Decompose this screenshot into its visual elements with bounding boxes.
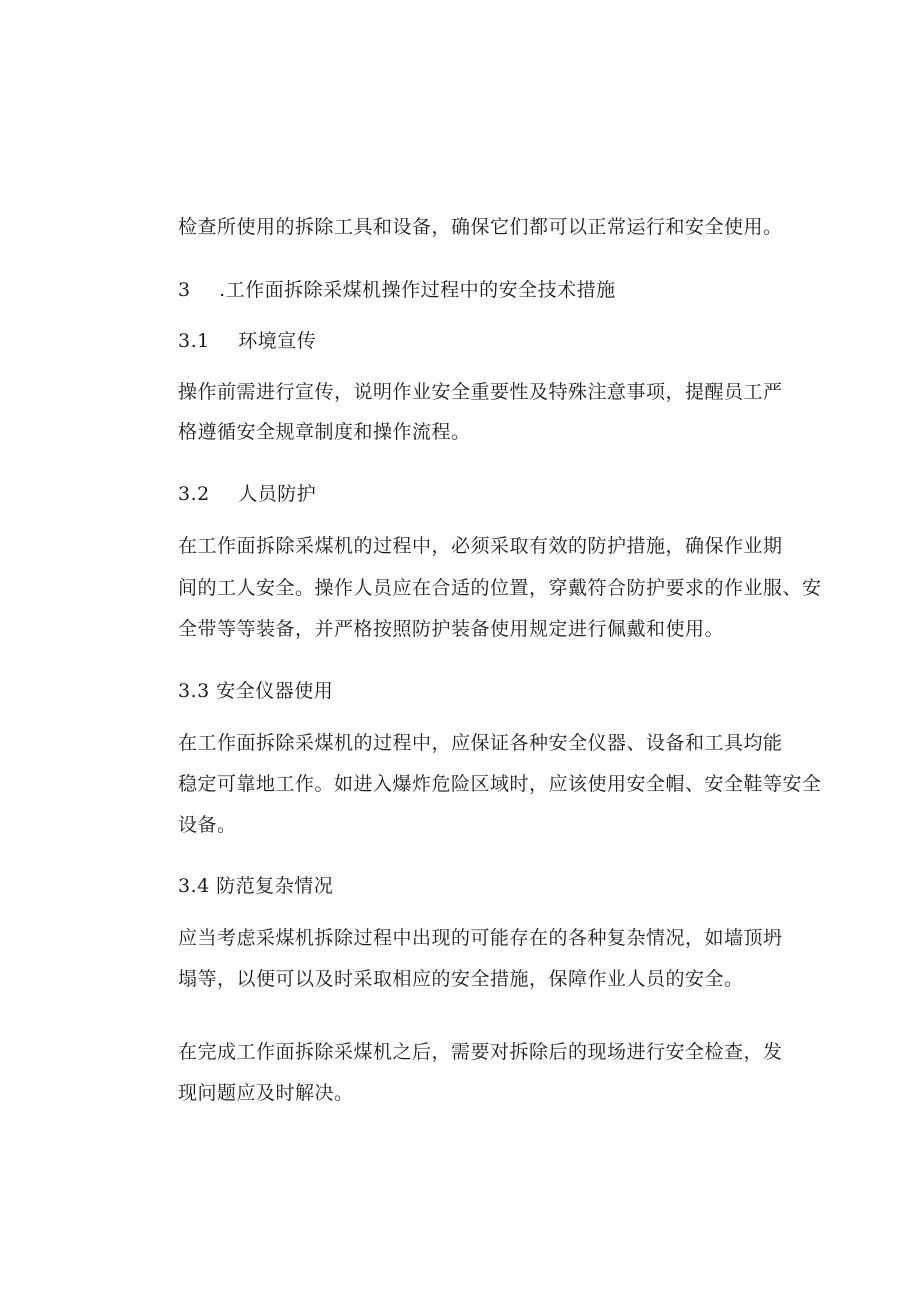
section-3-title: .工作面拆除采煤机操作过程中的安全技术措施 [219, 279, 616, 301]
section-3-3-paragraph-line: 设备。 [178, 814, 237, 836]
section-3-4-paragraph-line: 塌等，以便可以及时采取相应的安全措施，保障作业人员的安全。 [178, 968, 744, 990]
section-3-2-paragraph-line: 全带等等装备，并严格按照防护装备使用规定进行佩戴和使用。 [178, 618, 725, 640]
section-3-1-title: 环境宣传 [238, 330, 317, 352]
section-3-2-number: 3.2 [178, 483, 210, 505]
section-3-4-paragraph-line: 应当考虑采煤机拆除过程中出现的可能存在的各种复杂情况，如墙顶坍 [178, 927, 783, 949]
section-3-2-paragraph-line: 间的工人安全。操作人员应在合适的位置，穿戴符合防护要求的作业服、安 [178, 577, 822, 599]
section-3-3-paragraph-line: 在工作面拆除采煤机的过程中，应保证各种安全仪器、设备和工具均能 [178, 732, 783, 754]
section-3-2-paragraph-line: 在工作面拆除采煤机的过程中，必须采取有效的防护措施，确保作业期 [178, 535, 783, 557]
section-3-1-heading [178, 332, 316, 351]
section-3-2-title: 人员防护 [238, 483, 317, 505]
intro-paragraph-line: 检查所使用的拆除工具和设备，确保它们都可以正常运行和安全使用。 [178, 216, 783, 238]
section-3-number: 3 [178, 279, 191, 301]
closing-paragraph-line: 在完成工作面拆除采煤机之后，需要对拆除后的现场进行安全检查，发 [178, 1041, 783, 1063]
section-3-1-paragraph-line: 格遵循安全规章制度和操作流程。 [178, 421, 471, 443]
closing-paragraph-line: 现问题应及时解决。 [178, 1082, 354, 1104]
section-3-heading [178, 281, 616, 300]
section-3-3-heading: 3.3 安全仪器使用 [178, 680, 334, 702]
section-3-3-paragraph-line: 稳定可靠地工作。如进入爆炸危险区域时，应该使用安全帽、安全鞋等安全 [178, 773, 822, 795]
section-3-4-heading: 3.4 防范复杂情况 [178, 875, 334, 897]
section-3-2-heading [178, 485, 316, 504]
section-3-1-paragraph-line: 操作前需进行宣传，说明作业安全重要性及特殊注意事项，提醒员工严 [178, 381, 783, 403]
section-3-1-number: 3.1 [178, 330, 210, 352]
